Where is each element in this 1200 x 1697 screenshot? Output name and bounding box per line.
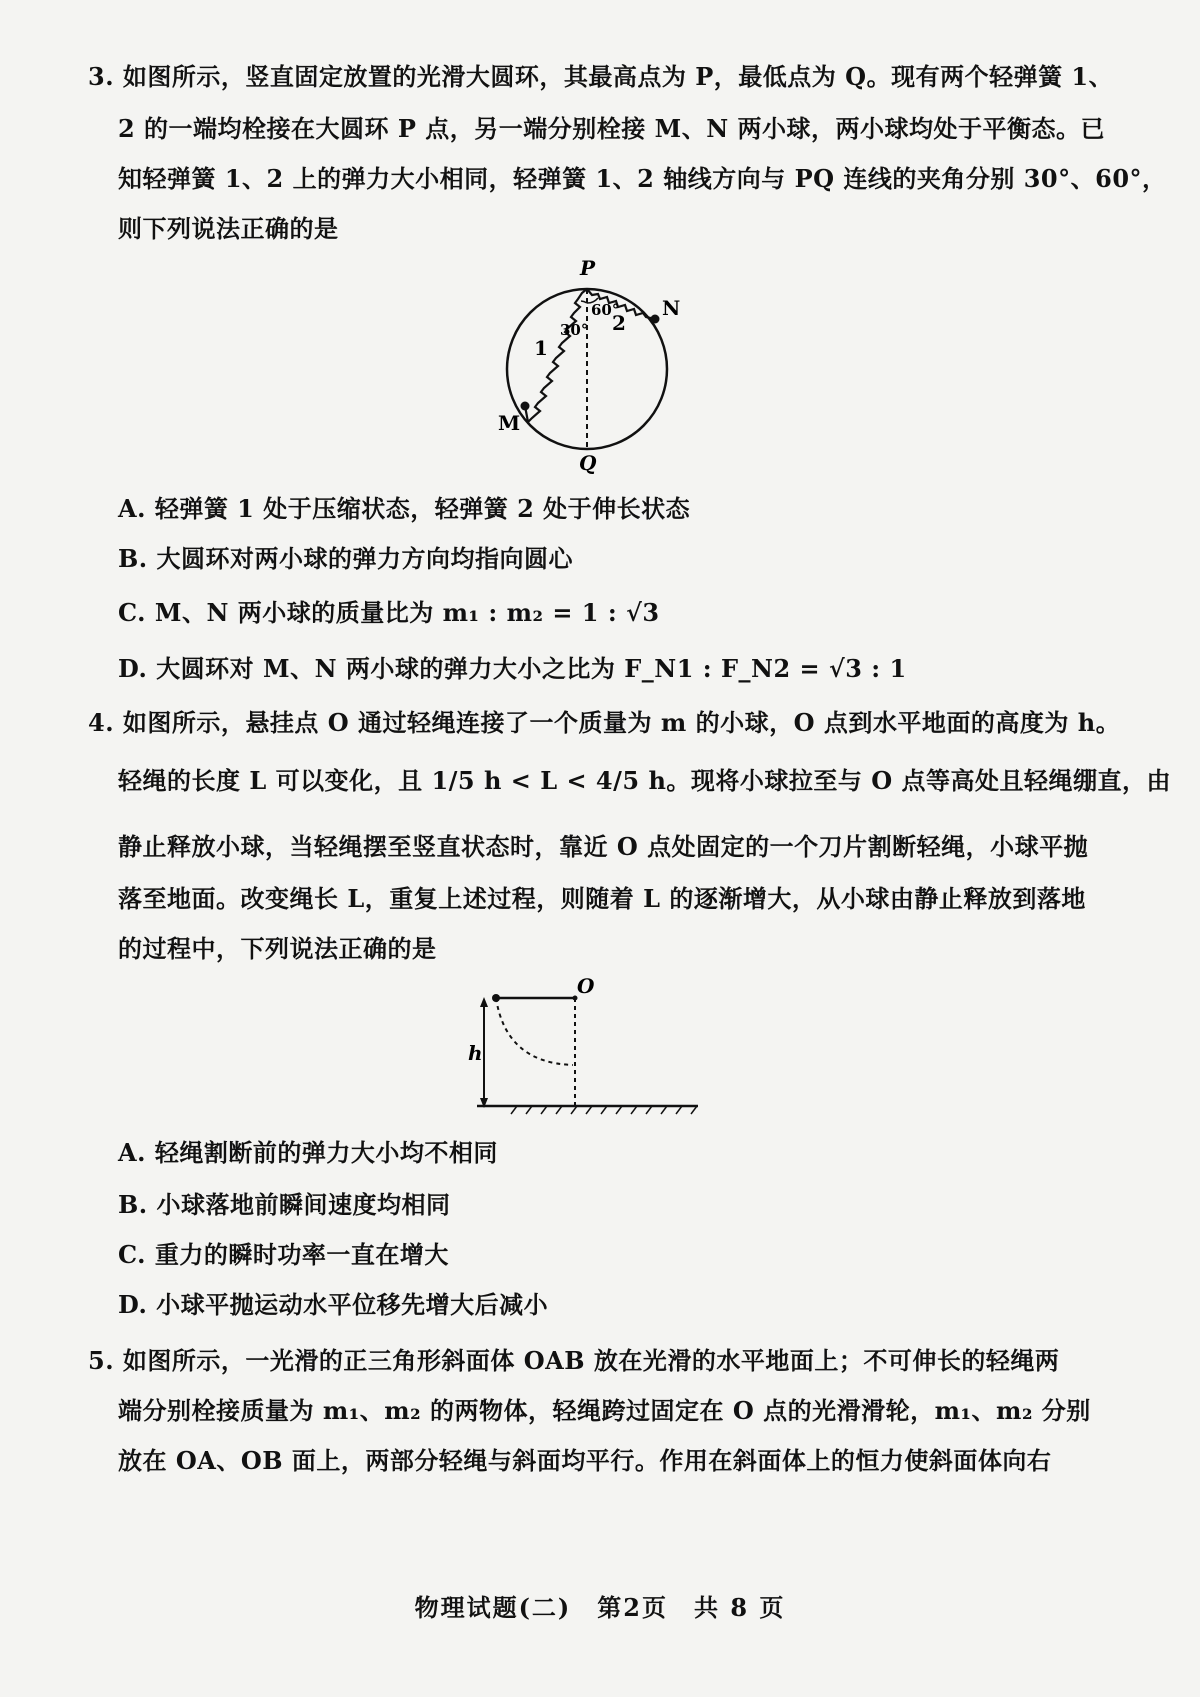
q4-line-1: 4. 如图所示，悬挂点 O 通过轻绳连接了一个质量为 m 的小球，O 点到水平地面的高度为 h。 [88,708,1121,737]
swing-path [496,998,573,1065]
h-arrow-top [480,997,488,1007]
page-footer: 物理试题(二) 第2页 共 8 页 [414,1593,786,1622]
q4-option-b: B. 小球落地前瞬间速度均相同 [118,1190,451,1219]
q4-option-c: C. 重力的瞬时功率一直在增大 [118,1240,449,1269]
label-p: P [580,256,596,280]
label-spring-2: 2 [612,311,626,335]
q3-line-3: 知轻弹簧 1、2 上的弹力大小相同，轻弹簧 1、2 轴线方向与 PQ 连线的夹角分别 30°、60°， [118,164,1167,193]
q3-line-2: 2 的一端均栓接在大圆环 P 点，另一端分别栓接 M、N 两小球，两小球均处于平衡态。已 [118,114,1106,143]
q3-line-4: 则下列说法正确的是 [118,214,339,243]
label-q: Q [579,451,597,475]
q5-line-3: 放在 OA、OB 面上，两部分轻绳与斜面均平行。作用在斜面体上的恒力使斜面体向右 [118,1446,1052,1475]
q3-option-c: C. M、N 两小球的质量比为 m₁ : m₂ = 1 : √3 [118,598,660,627]
label-angle-60: 60° [591,301,620,319]
q3-line-1: 3. 如图所示，竖直固定放置的光滑大圆环，其最高点为 P，最低点为 Q。现有两个轻弹簧 1、 [88,62,1114,91]
q3-circle-figure [480,255,710,480]
label-h: h [468,1041,483,1065]
ball-n [651,315,660,324]
q5-line-2: 端分别栓接质量为 m₁、m₂ 的两物体，轻绳跨过固定在 O 点的光滑滑轮，m₁、m₂ 分别 [118,1396,1091,1425]
q4-line-4: 落至地面。改变绳长 L，重复上述过程，则随着 L 的逐渐增大，从小球由静止释放到落地 [118,884,1086,913]
label-o: O [577,975,595,998]
label-m: M [498,411,521,435]
q4-line-2: 轻绳的长度 L 可以变化，且 1/5 h < L < 4/5 h。现将小球拉至与 O 点等高处且轻绳绷直，由 [118,766,1172,795]
label-n: N [662,296,681,320]
ball-m [521,402,530,411]
label-angle-30: 30° [560,321,589,339]
q3-option-d: D. 大圆环对 M、N 两小球的弹力大小之比为 F_N1 : F_N2 = √3 : 1 [118,654,907,683]
q4-line-3: 静止释放小球，当轻绳摆至竖直状态时，靠近 O 点处固定的一个刀片割断轻绳，小球平抛 [118,832,1089,861]
label-spring-1: 1 [534,336,548,360]
q3-option-a: A. 轻弹簧 1 处于压缩状态，轻弹簧 2 处于伸长状态 [118,494,691,523]
q5-line-1: 5. 如图所示，一光滑的正三角形斜面体 OAB 放在光滑的水平地面上；不可伸长的轻绳两 [88,1346,1060,1375]
q4-line-5: 的过程中，下列说法正确的是 [118,934,437,963]
q4-option-a: A. 轻绳割断前的弹力大小均不相同 [118,1138,498,1167]
q3-option-b: B. 大圆环对两小球的弹力方向均指向圆心 [118,544,573,573]
q4-pendulum-figure [462,975,712,1120]
q4-option-d: D. 小球平抛运动水平位移先增大后减小 [118,1290,549,1319]
